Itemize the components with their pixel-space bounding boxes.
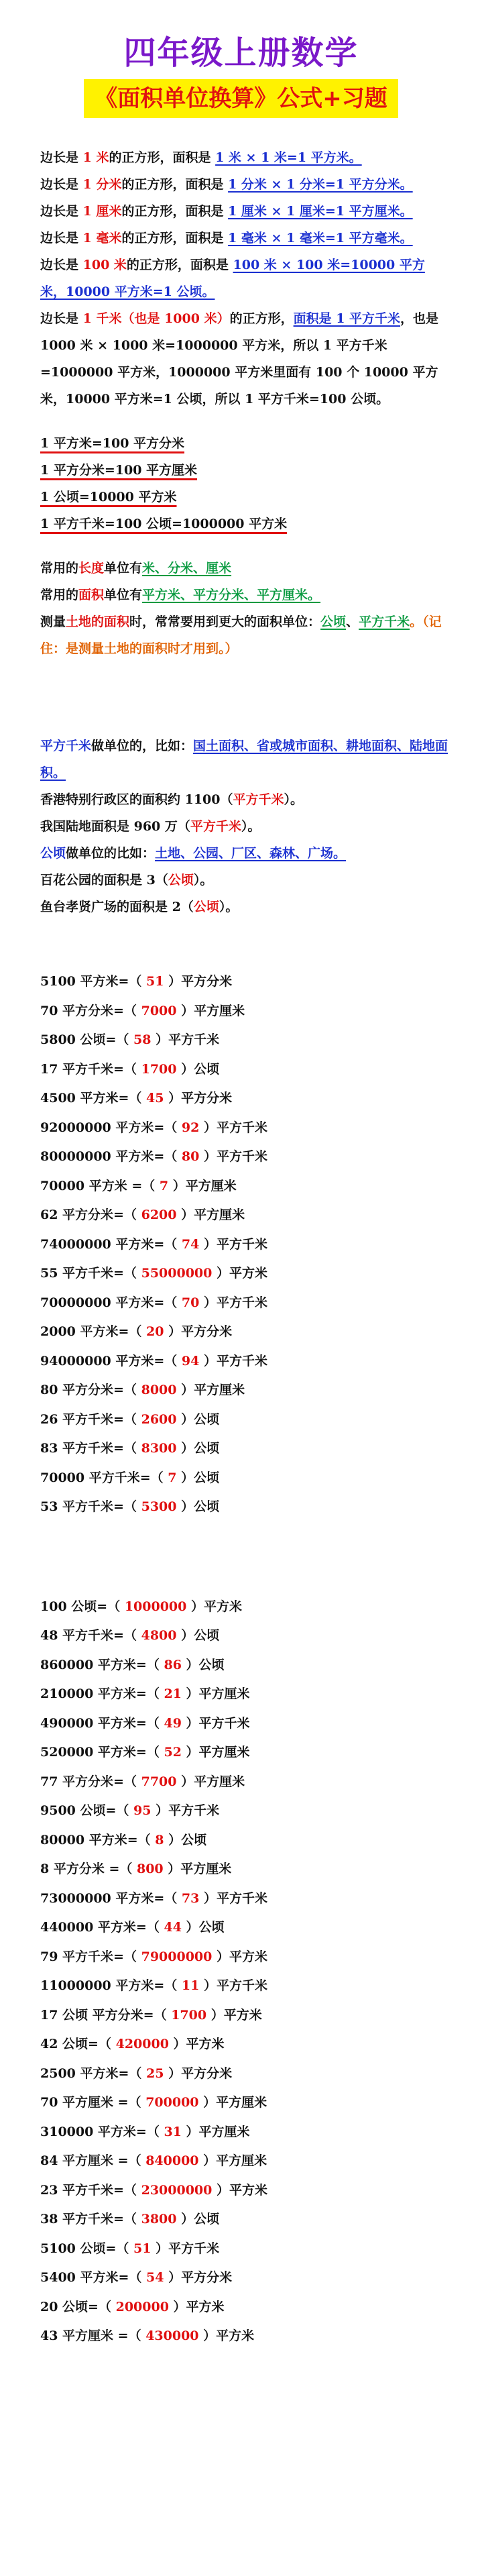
exercise-item: 84 平方厘米 =（ 840000 ）平方厘米: [40, 2153, 267, 2168]
exercise-item: 38 平方千米=（ 3800 ）公顷: [40, 2212, 220, 2226]
page-title: 四年级上册数学: [123, 34, 359, 72]
exercise-item: 83 平方千米=（ 8300 ）公顷: [40, 1441, 220, 1456]
exercise-item: 310000 平方米=（ 31 ）平方厘米: [40, 2124, 250, 2139]
exercise-item: 860000 平方米=（ 86 ）公顷: [40, 1657, 225, 1672]
exercise-item: 17 平方千米=（ 1700 ）公顷: [40, 1061, 220, 1077]
usage-example: 鱼台孝贤广场的面积是 2（公顷）。: [40, 900, 239, 914]
exercise-list-2: [40, 1593, 449, 2351]
exercise-item: 4500 平方米=（ 45 ）平方分米: [40, 1091, 233, 1106]
exercise-item: 20 公顷=（ 200000 ）平方米: [40, 2299, 225, 2314]
exercise-item: 8 平方分米 =（ 800 ）平方厘米: [40, 1862, 232, 1876]
exercise-item: 92000000 平方米=（ 92 ）平方千米: [40, 1120, 267, 1135]
exercise-item: 490000 平方米=（ 49 ）平方千米: [40, 1715, 250, 1731]
exercise-item: 5100 平方米=（ 51 ）平方分米: [40, 974, 233, 989]
definition-line: 边长是 1 厘米的正方形，面积是 1 厘米 × 1 厘米=1 平方厘米。: [40, 204, 413, 219]
exercise-item: 80 平方分米=（ 8000 ）平方厘米: [40, 1383, 245, 1397]
conversion-line: 1 平方千米=100 公顷=1000000 平方米: [40, 517, 288, 531]
page-subtitle: 《面积单位换算》公式+习题: [84, 79, 398, 118]
exercise-item: 77 平方分米=（ 7700 ）平方厘米: [40, 1774, 245, 1789]
conversion-line: 1 公顷=10000 平方米: [40, 490, 177, 504]
exercise-item: 79 平方千米=（ 79000000 ）平方米: [40, 1949, 267, 1964]
definition-line: 边长是 1 米的正方形，面积是 1 米 × 1 米=1 平方米。: [40, 150, 362, 165]
exercise-item: 80000 平方米=（ 8 ）公顷: [40, 1832, 207, 1847]
exercise-list-1: [40, 967, 449, 1522]
exercise-item: 70 平方分米=（ 7000 ）平方厘米: [40, 1003, 245, 1018]
spacer: [40, 662, 449, 733]
exercise-item: 73000000 平方米=（ 73 ）平方千米: [40, 1890, 267, 1906]
content: [40, 144, 449, 2351]
exercise-item: 70 平方厘米 =（ 700000 ）平方厘米: [40, 2095, 267, 2110]
exercise-item: 210000 平方米=（ 21 ）平方厘米: [40, 1686, 250, 1701]
exercise-item: 9500 公顷=（ 95 ）平方千米: [40, 1803, 220, 1818]
spacer: [40, 920, 449, 967]
exercise-item: 23 平方千米=（ 23000000 ）平方米: [40, 2182, 267, 2198]
exercise-item: 100 公顷=（ 1000000 ）平方米: [40, 1599, 242, 1614]
common-length-line: 常用的长度单位有米、分米、厘米: [40, 561, 232, 576]
usage-hectare-line: 公顷做单位的比如：土地、公园、厂区、森林、广场。: [40, 846, 347, 861]
usage-example: 我国陆地面积是 960 万（平方千米）。: [40, 819, 261, 834]
usage-example: 百花公园的面积是 3（公顷）。: [40, 873, 213, 888]
definition-line: 边长是 100 米的正方形，面积是 100 米 × 100 米=10000 平方米，10000 平方米=1 公顷。: [40, 258, 425, 299]
exercise-item: 70000 平方千米=（ 7 ）公顷: [40, 1470, 220, 1485]
exercise-item: 62 平方分米=（ 6200 ）平方厘米: [40, 1208, 245, 1222]
definition-line: 边长是 1 毫米的正方形，面积是 1 毫米 × 1 毫米=1 平方毫米。: [40, 231, 413, 246]
spacer: [40, 413, 449, 430]
exercise-item: 520000 平方米=（ 52 ）平方厘米: [40, 1745, 250, 1760]
exercise-item: 42 公顷=（ 420000 ）平方米: [40, 2037, 225, 2051]
exercise-item: 94000000 平方米=（ 94 ）平方千米: [40, 1353, 267, 1368]
land-area-line: 测量土地的面积时，常常要用到更大的面积单位：公顷、平方千米。（记住：是测量土地的面积时才用到。）: [40, 614, 442, 656]
exercise-item: 5800 公顷=（ 58 ）平方千米: [40, 1032, 220, 1047]
usage-km-line: 平方千米做单位的，比如：国土面积、省或城市面积、耕地面积、陆地面积。: [40, 739, 448, 780]
exercise-item: 53 平方千米=（ 5300 ）公顷: [40, 1499, 220, 1514]
exercise-item: 80000000 平方米=（ 80 ）平方千米: [40, 1149, 267, 1164]
subtitle-wrap: [0, 79, 482, 118]
exercise-item: 2500 平方米=（ 25 ）平方分米: [40, 2065, 233, 2081]
exercise-item: 70000000 平方米=（ 70 ）平方千米: [40, 1295, 267, 1310]
exercise-item: 5100 公顷=（ 51 ）平方千米: [40, 2241, 220, 2256]
exercise-item: 48 平方千米=（ 4800 ）公顷: [40, 1628, 220, 1643]
exercise-item: 74000000 平方米=（ 74 ）平方千米: [40, 1236, 267, 1252]
exercise-item: 17 公顷 平方分米=（ 1700 ）平方米: [40, 2007, 262, 2023]
km-paragraph: 边长是 1 千米（也是 1000 米）的正方形，面积是 1 平方千米，也是 1000 米 × 1000 米=1000000 平方米，所以 1 平方千米=1000000 平方米，1000000 平方米里面有 100 个 10000 平方米，10000 平方米=1 公顷，所以 1 平方千米=100 公顷。: [40, 311, 439, 407]
spacer: [40, 537, 449, 555]
definition-line: 边长是 1 分米的正方形，面积是 1 分米 × 1 分米=1 平方分米。: [40, 177, 413, 192]
exercise-item: 26 平方千米=（ 2600 ）公顷: [40, 1411, 220, 1427]
common-area-line: 常用的面积单位有平方米、平方分米、平方厘米。: [40, 588, 321, 602]
usage-example: 香港特别行政区的面积约 1100（平方千米）。: [40, 792, 304, 807]
conversion-line: 1 平方分米=100 平方厘米: [40, 463, 198, 478]
exercise-item: 43 平方厘米 =（ 430000 ）平方米: [40, 2328, 255, 2343]
exercise-item: 2000 平方米=（ 20 ）平方分米: [40, 1324, 233, 1339]
spacer: [40, 1522, 449, 1593]
exercise-item: 70000 平方米 =（ 7 ）平方厘米: [40, 1178, 237, 1193]
exercise-item: 55 平方千米=（ 55000000 ）平方米: [40, 1266, 267, 1281]
exercise-item: 11000000 平方米=（ 11 ）平方千米: [40, 1978, 267, 1993]
conversion-line: 1 平方米=100 平方分米: [40, 436, 185, 451]
exercise-item: 5400 平方米=（ 54 ）平方分米: [40, 2270, 233, 2285]
exercise-item: 440000 平方米=（ 44 ）公顷: [40, 1920, 225, 1935]
